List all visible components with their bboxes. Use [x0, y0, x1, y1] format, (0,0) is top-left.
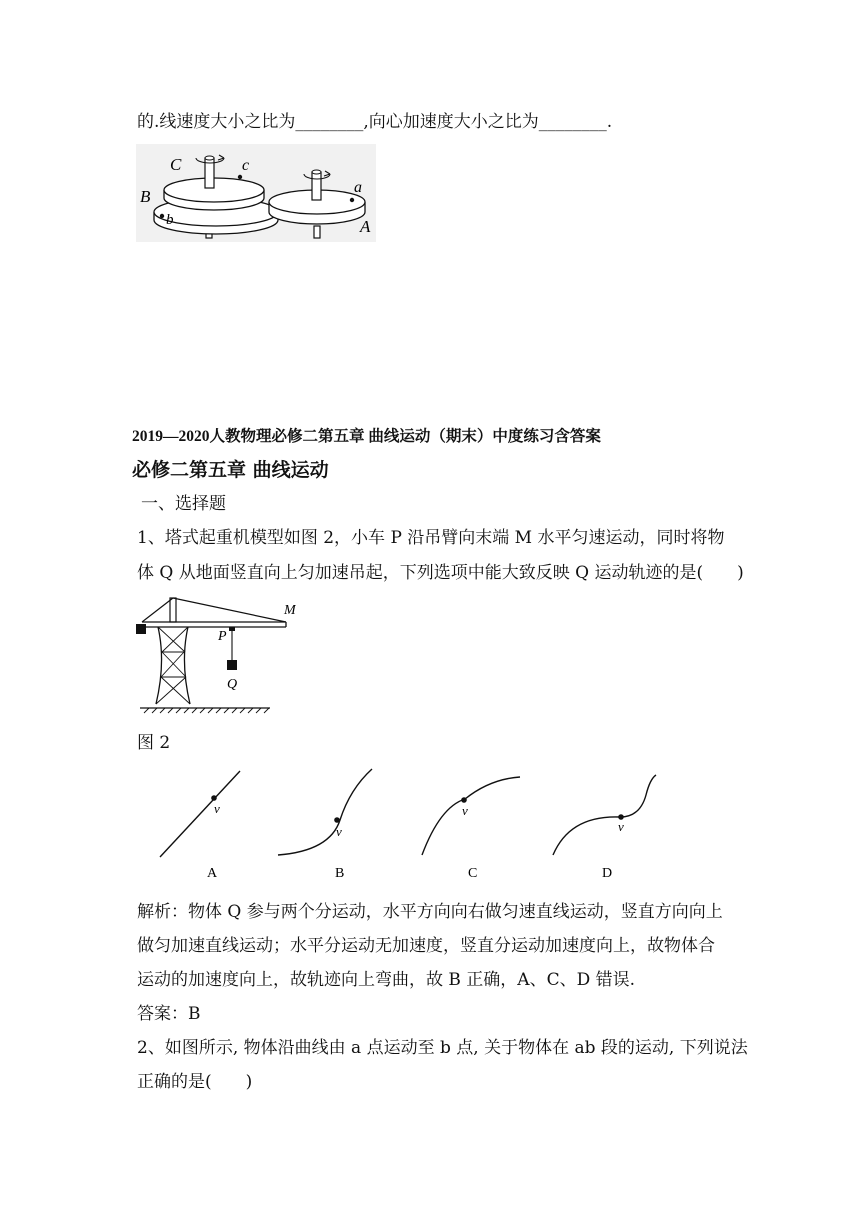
- label-B: B: [140, 187, 151, 206]
- velocity-label-D: v: [618, 819, 624, 834]
- crane-figure: [136, 592, 296, 718]
- document-title: 2019—2020人教物理必修二第五章 曲线运动（期末）中度练习含答案: [132, 428, 601, 445]
- velocity-label-C: v: [462, 803, 468, 818]
- label-a: a: [354, 179, 362, 196]
- rotating-disks-figure: [136, 144, 376, 242]
- option-D-graph: [553, 775, 656, 881]
- crane-label-Q: Q: [227, 677, 238, 692]
- label-C: C: [170, 155, 182, 174]
- chapter-heading: 必修二第五章 曲线运动: [132, 459, 329, 481]
- option-B-graph: [278, 769, 372, 881]
- label-b: b: [166, 212, 174, 228]
- velocity-label-A: v: [214, 801, 220, 816]
- label-c: c: [242, 157, 250, 174]
- analysis-line-1: 解析：物体 Q 参与两个分运动，水平方向向右做匀速直线运动，竖直方向向上: [137, 902, 723, 922]
- trajectory-options: [150, 765, 670, 885]
- velocity-label-B: v: [336, 824, 342, 839]
- q1-line-2: 体 Q 从地面竖直向上匀加速吊起，下列选项中能大致反映 Q 运动轨迹的是( ): [137, 563, 744, 583]
- answer-text: 答案：B: [137, 1004, 201, 1024]
- option-label-A: A: [207, 866, 218, 881]
- label-A: A: [360, 217, 371, 236]
- section-heading: 一、选择题: [141, 494, 226, 514]
- figure-caption: 图 2: [137, 733, 171, 753]
- analysis-line-2: 做匀加速直线运动；水平分运动无加速度，竖直分运动加速度向上，故物体合: [137, 936, 715, 956]
- q2-line-2: 正确的是( ): [137, 1072, 253, 1092]
- option-label-B: B: [335, 866, 345, 881]
- q2-line-1: 2、如图所示, 物体沿曲线由 a 点运动至 b 点, 关于物体在 ab 段的运动, 下列说法: [137, 1038, 748, 1058]
- option-label-D: D: [602, 866, 613, 881]
- crane-label-P: P: [218, 629, 227, 644]
- previous-question-text: 的.线速度大小之比为________,向心加速度大小之比为________.: [137, 112, 613, 132]
- crane-label-M: M: [284, 603, 296, 618]
- option-A-graph: [160, 771, 240, 881]
- analysis-line-3: 运动的加速度向上，故轨迹向上弯曲，故 B 正确，A、C、D 错误.: [137, 970, 636, 990]
- q1-line-1: 1、塔式起重机模型如图 2，小车 P 沿吊臂向末端 M 水平匀速运动，同时将物: [137, 528, 725, 548]
- option-C-graph: [422, 777, 520, 881]
- option-label-C: C: [468, 866, 478, 881]
